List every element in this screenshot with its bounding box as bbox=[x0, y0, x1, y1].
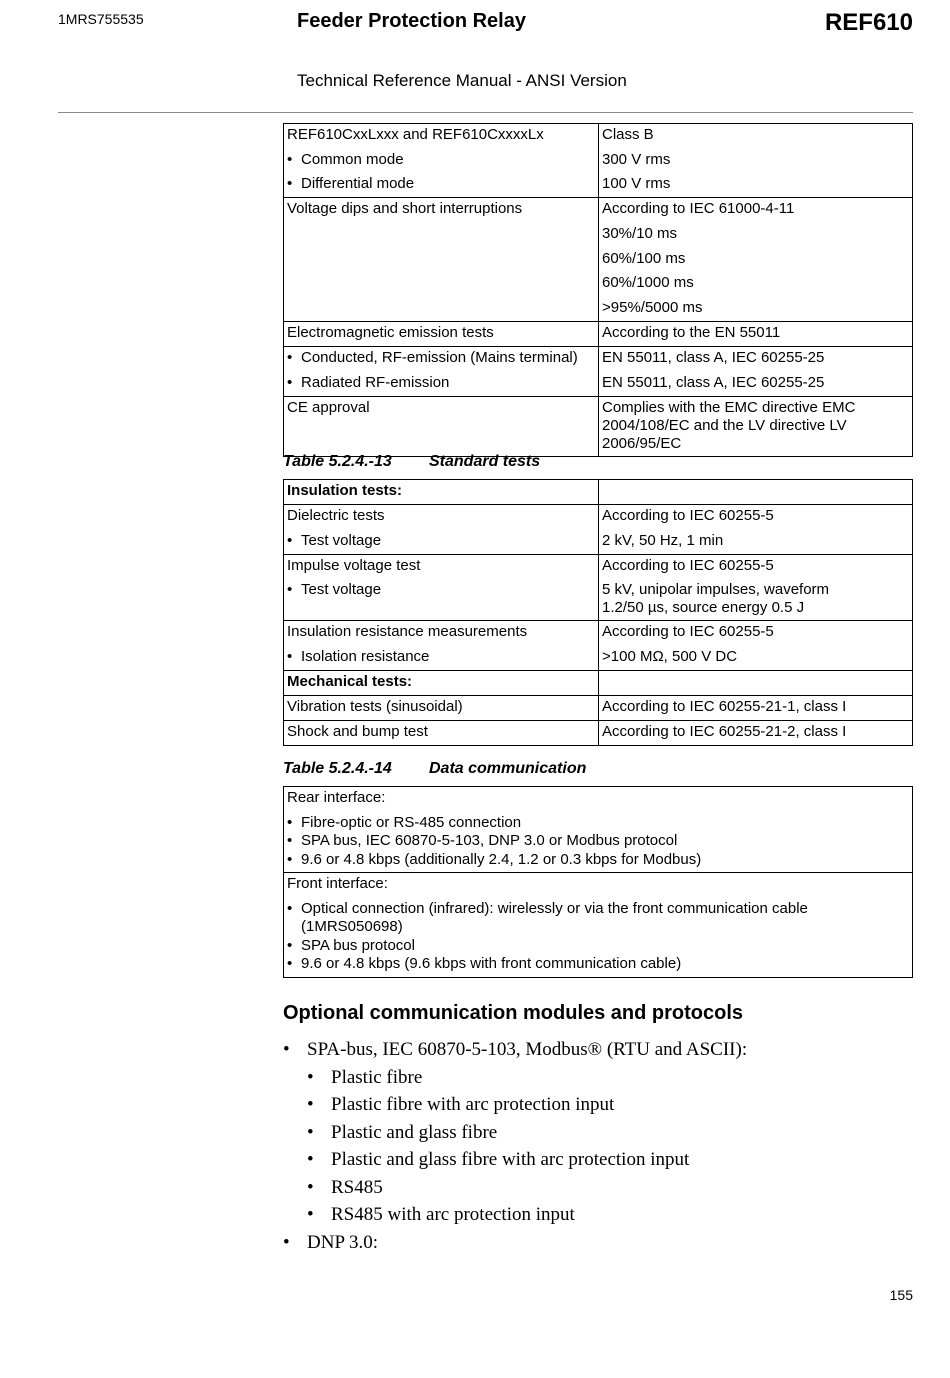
cell-text: EN 55011, class A, IEC 60255-25 bbox=[602, 373, 825, 391]
cell-text: 2 kV, 50 Hz, 1 min bbox=[602, 531, 724, 549]
table-cell bbox=[284, 696, 599, 721]
cell-text: Vibration tests (sinusoidal) bbox=[287, 698, 463, 716]
document-id: 1MRS755535 bbox=[58, 11, 144, 27]
table-cell bbox=[599, 554, 913, 621]
table-cell bbox=[599, 696, 913, 721]
cell-text: 60%/1000 ms bbox=[602, 274, 694, 292]
table-row bbox=[284, 787, 913, 873]
caption-number: Table 5.2.4.-14 bbox=[283, 760, 392, 777]
table-row bbox=[284, 721, 913, 746]
cell-text: Insulation resistance measurements bbox=[287, 623, 528, 641]
table-cell bbox=[599, 721, 913, 746]
table-cell bbox=[284, 124, 599, 198]
table-cell bbox=[599, 198, 913, 322]
cell-text: According to IEC 60255-5 bbox=[602, 623, 774, 641]
table-cell bbox=[284, 554, 599, 621]
protocol-list bbox=[283, 1036, 747, 1256]
table-cell bbox=[284, 322, 599, 347]
cell-text: 100 V rms bbox=[602, 175, 671, 193]
table-row bbox=[284, 396, 913, 456]
table-cell bbox=[284, 671, 599, 696]
product-name: REF610 bbox=[824, 9, 913, 36]
cell-text: According to IEC 60255-5 bbox=[602, 507, 774, 524]
cell-text: Voltage dips and short interruptions bbox=[287, 200, 523, 218]
cell-text: >95%/5000 ms bbox=[602, 299, 703, 317]
data-communication-table bbox=[283, 786, 913, 978]
cell-text: REF610CxxLxxx and REF610CxxxxLx bbox=[287, 126, 544, 143]
cell-text: Impulse voltage test bbox=[287, 556, 421, 574]
cell-text: Complies with the EMC directive EMC 2004/108/EC and the LV directive LV 2006/95/EC bbox=[602, 398, 856, 452]
table-cell bbox=[284, 198, 599, 322]
table-row bbox=[284, 322, 913, 347]
table-row bbox=[284, 347, 913, 397]
emc-table bbox=[283, 123, 913, 457]
cell-text: 300 V rms bbox=[602, 150, 671, 168]
cell-bullet: • Differential mode bbox=[287, 175, 595, 194]
list-item: • SPA bus, IEC 60870-5-103, DNP 3.0 or Modbus protocol bbox=[287, 832, 909, 851]
table-cell bbox=[284, 621, 599, 671]
page-number: 155 bbox=[889, 1287, 913, 1303]
cell-text: According to the EN 55011 bbox=[602, 324, 781, 342]
table-caption bbox=[283, 760, 586, 778]
table-cell bbox=[284, 347, 599, 397]
list-item: • Plastic and glass fibre with arc protection input bbox=[283, 1146, 747, 1174]
front-interface-list bbox=[287, 900, 909, 974]
cell-text: EN 55011, class A, IEC 60255-25 bbox=[602, 349, 825, 367]
cell-text bbox=[602, 482, 909, 501]
table-cell bbox=[599, 347, 913, 397]
section-heading: Optional communication modules and protocols bbox=[283, 1002, 744, 1024]
table-row bbox=[284, 873, 913, 978]
table-cell bbox=[284, 505, 599, 555]
list-item: • Plastic fibre with arc protection input bbox=[283, 1091, 747, 1119]
cell-text bbox=[602, 673, 909, 692]
document-subtitle: Technical Reference Manual - ANSI Version bbox=[297, 71, 627, 90]
table-caption bbox=[283, 453, 540, 471]
caption-number: Table 5.2.4.-13 bbox=[283, 453, 392, 470]
caption-title: Standard tests bbox=[429, 453, 541, 470]
header-divider bbox=[58, 112, 913, 113]
cell-bullet: • Isolation resistance bbox=[287, 648, 595, 667]
table-cell bbox=[599, 621, 913, 671]
cell-bullet: • Test voltage bbox=[287, 532, 595, 551]
table-cell bbox=[599, 505, 913, 555]
cell-text: >100 MΩ, 500 V DC bbox=[602, 648, 738, 666]
cell-text: According to IEC 60255-21-1, class I bbox=[602, 698, 847, 716]
cell-text: According to IEC 60255-21-2, class I bbox=[602, 723, 847, 741]
cell-bullet: • Conducted, RF-emission (Mains terminal) bbox=[287, 349, 595, 374]
list-item: • Fibre-optic or RS-485 connection bbox=[287, 814, 909, 833]
cell-text: 30%/10 ms bbox=[602, 225, 678, 243]
table-row bbox=[284, 480, 913, 505]
cell-text: CE approval bbox=[287, 398, 370, 416]
list-item: • RS485 with arc protection input bbox=[283, 1201, 747, 1229]
table-cell bbox=[599, 396, 913, 456]
cell-bullet: • Test voltage bbox=[287, 581, 595, 600]
table-cell bbox=[599, 124, 913, 198]
cell-title: Front interface: bbox=[287, 875, 388, 892]
table-cell bbox=[599, 480, 913, 505]
table-row bbox=[284, 621, 913, 671]
section-label: Insulation tests: bbox=[287, 482, 403, 499]
list-item: • SPA bus protocol bbox=[287, 937, 909, 956]
cell-text: Shock and bump test bbox=[287, 723, 428, 741]
table-row bbox=[284, 671, 913, 696]
cell-text: 60%/100 ms bbox=[602, 249, 686, 267]
table-cell bbox=[284, 721, 599, 746]
standard-tests-table bbox=[283, 479, 913, 746]
list-item: • Optical connection (infrared): wirelessly or via the front communication cable (1MRS050698) bbox=[287, 900, 841, 937]
caption-title: Data communication bbox=[429, 760, 587, 777]
cell-text: According to IEC 60255-5 bbox=[602, 556, 774, 574]
list-item: • 9.6 or 4.8 kbps (additionally 2.4, 1.2 or 0.3 kbps for Modbus) bbox=[287, 851, 909, 870]
cell-text: 5 kV, unipolar impulses, waveform 1.2/50 µs, source energy 0.5 J bbox=[602, 581, 830, 617]
document-title: Feeder Protection Relay bbox=[297, 10, 526, 32]
cell-bullet: • Common mode bbox=[287, 151, 595, 176]
cell-title: Rear interface: bbox=[287, 789, 386, 806]
cell-bullet: • Radiated RF-emission bbox=[287, 374, 595, 393]
list-item: • DNP 3.0: bbox=[283, 1229, 747, 1257]
cell-text: Dielectric tests bbox=[287, 507, 385, 524]
table-cell bbox=[599, 322, 913, 347]
cell-text: Electromagnetic emission tests bbox=[287, 324, 494, 342]
list-item: • 9.6 or 4.8 kbps (9.6 kbps with front communication cable) bbox=[287, 955, 909, 974]
cell-text: Class B bbox=[602, 126, 654, 143]
list-item: • SPA-bus, IEC 60870-5-103, Modbus® (RTU and ASCII): bbox=[283, 1036, 747, 1064]
table-cell bbox=[284, 873, 913, 978]
table-row bbox=[284, 696, 913, 721]
table-row bbox=[284, 505, 913, 555]
table-row bbox=[284, 198, 913, 322]
table-cell bbox=[284, 787, 913, 873]
table-cell bbox=[284, 480, 599, 505]
table-cell bbox=[284, 396, 599, 456]
section-label: Mechanical tests: bbox=[287, 673, 413, 691]
table-row bbox=[284, 554, 913, 621]
list-item: • Plastic and glass fibre bbox=[283, 1119, 747, 1147]
table-cell bbox=[599, 671, 913, 696]
cell-text: According to IEC 61000-4-11 bbox=[602, 200, 795, 218]
list-item: • RS485 bbox=[283, 1174, 747, 1202]
rear-interface-list bbox=[287, 814, 909, 870]
list-item: • Plastic fibre bbox=[283, 1064, 747, 1092]
table-row bbox=[284, 124, 913, 198]
